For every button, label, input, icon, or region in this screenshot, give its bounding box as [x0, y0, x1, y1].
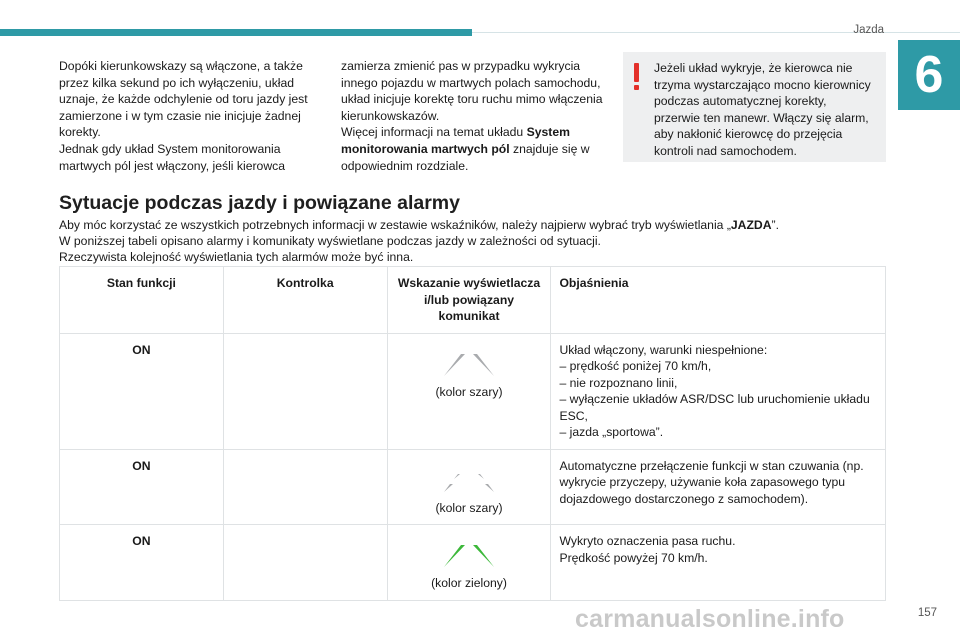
warning-box — [623, 52, 886, 162]
explanation-line: Prędkość powyżej 70 km/h. — [559, 550, 708, 565]
cell-state: ON — [60, 449, 224, 525]
col2-paragraph-1: zamierza zmienić pas w przypadku wykrycia innego pojazdu w martwych polach samochodu, układ inicjuje korektę toru ruchu mimo włączenia kierunkowskazów. — [341, 59, 603, 123]
header-lamp: Kontrolka — [223, 267, 387, 334]
cell-lamp — [223, 449, 387, 525]
col1-line: martwych pól jest włączony, jeśli kierowca — [59, 158, 285, 173]
warning-exclamation-icon — [634, 63, 640, 90]
section-heading: Sytuacje podczas jazdy i powiązane alarmy — [59, 192, 460, 214]
text-column-2 — [341, 58, 611, 174]
table-header-row — [60, 267, 886, 334]
cell-state: ON — [60, 525, 224, 601]
cell-display — [387, 449, 551, 525]
section-title: Jazda — [853, 24, 884, 36]
page-number: 157 — [917, 607, 937, 619]
intro-l1-bold: JAZDA — [730, 218, 772, 232]
chapter-tab: 6 — [898, 40, 960, 110]
col1-line: Jednak gdy układ System monitorowania — [59, 141, 281, 156]
display-caption: (kolor szary) — [435, 384, 503, 399]
display-caption: (kolor szary) — [435, 500, 503, 515]
table-row — [60, 333, 886, 449]
header-explanation: Objaśnienia — [551, 267, 886, 334]
intro-text — [59, 217, 899, 266]
col1-line: korekty. — [59, 125, 101, 140]
table-row — [60, 449, 886, 525]
col2-p2-post: znajduje się w odpowiednim rozdziale. — [341, 141, 590, 173]
explanation-line: – wyłączenie układów ASR/DSC lub uruchomienie układu ESC, — [559, 392, 870, 423]
display-caption: (kolor zielony) — [431, 576, 507, 590]
col1-line: Dopóki kierunkowskazy są włączone, a także — [59, 59, 303, 73]
intro-l1-pre: Aby móc korzystać ze wszystkich potrzebnych informacji w zestawie wskaźników, należy najpierw wybrać tryb wyświetlania „ — [59, 218, 731, 232]
col2-paragraph-2 — [341, 124, 611, 174]
intro-line-3: Rzeczywista kolejność wyświetlania tych alarmów może być inna. — [59, 250, 414, 265]
header-accent-bar — [0, 29, 472, 36]
cell-display — [387, 525, 551, 601]
cell-explanation — [551, 449, 886, 525]
alarms-table — [59, 266, 886, 601]
header-state: Stan funkcji — [60, 267, 224, 334]
col2-p2-pre: Więcej informacji na temat układu — [341, 125, 527, 140]
warning-text: Jeżeli układ wykryje, że kierowca nie trzyma wystarczająco mocno kierownicy podczas automatycznej korekty, przerwie ten manewr. Włączy się alarm, aby nakłonić kierowcę do przejęcia kontroli nad samochodem. — [654, 61, 871, 158]
lane-lines-grey-icon — [434, 348, 504, 380]
col1-line: przez kilka sekund po ich wyłączeniu, układ — [59, 75, 295, 90]
explanation-line: – prędkość poniżej 70 km/h, — [559, 359, 712, 373]
col2-p2-bold: System monitorowania martwych pól — [341, 125, 570, 156]
header-rule — [472, 32, 960, 34]
watermark: carmanualsonline.info — [575, 605, 845, 633]
intro-l1-post: ”. — [771, 218, 779, 232]
cell-state: ON — [60, 333, 224, 449]
explanation-line: – jazda „sportowa”. — [559, 425, 664, 439]
intro-line-1 — [59, 217, 899, 233]
cell-lamp — [223, 525, 387, 601]
lane-lines-dashed-grey-icon — [434, 464, 504, 496]
explanation-line: Układ włączony, warunki niespełnione: — [559, 342, 768, 357]
cell-explanation — [551, 333, 886, 449]
cell-lamp — [223, 333, 387, 449]
header-display: Wskazanie wyświetlacza i/lub powiązany komunikat — [387, 267, 551, 334]
cell-explanation — [551, 525, 886, 601]
explanation-line: – nie rozpoznano linii, — [559, 375, 678, 390]
explanation-line: Automatyczne przełączenie funkcji w stan czuwania (np. wykrycie przyczepy, używanie koła zapasowego typu dojazdowego dostarczonego z samochodem). — [559, 458, 864, 506]
explanation-line: Wykryto oznaczenia pasa ruchu. — [559, 534, 736, 548]
intro-line-2: W poniższej tabeli opisano alarmy i komunikaty wyświetlane podczas jazdy w zależności od sytuacji. — [59, 234, 601, 249]
col1-line: zamierzone i w tym czasie nie inicjuje żadnej — [59, 108, 301, 123]
col1-line: uznaje, że każde odchylenie od toru jazdy jest — [59, 92, 308, 107]
cell-display — [387, 333, 551, 449]
text-column-1 — [59, 58, 309, 174]
table-row — [60, 525, 886, 601]
lane-lines-green-icon — [434, 539, 504, 571]
